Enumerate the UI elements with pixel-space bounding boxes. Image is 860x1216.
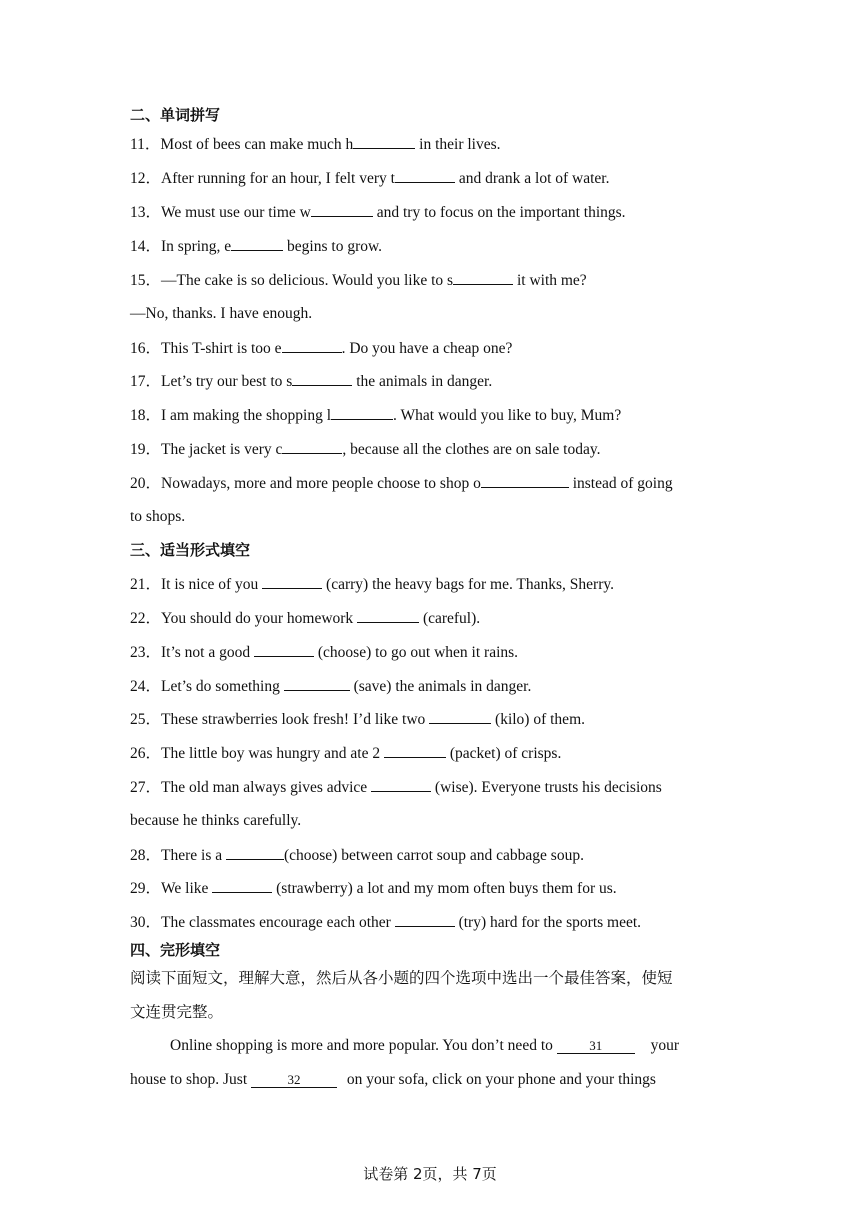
cloze-blank-32[interactable]: 32 <box>251 1073 337 1088</box>
question-23 <box>130 642 518 663</box>
question-text: 21．It is nice of you <box>130 576 263 593</box>
question-text: 24．Let’s do something <box>130 678 284 695</box>
answer-blank[interactable] <box>384 743 446 758</box>
question-30 <box>130 912 641 933</box>
question-27-continued: because he thinks carefully. <box>130 812 302 829</box>
section-title-spelling: 二、单词拼写 <box>130 106 221 124</box>
question-20 <box>130 473 673 494</box>
question-12 <box>130 168 609 189</box>
section-title-cloze: 四、完形填空 <box>130 941 221 959</box>
question-text: 30．The classmates encourage each other <box>130 914 395 931</box>
question-29 <box>130 878 617 899</box>
question-text: (strawberry) a lot and my mom often buys them for us. <box>272 880 617 897</box>
cloze-passage-line-2 <box>130 1070 656 1090</box>
question-text: instead of going <box>568 475 673 492</box>
question-text: and drank a lot of water. <box>454 170 610 187</box>
question-text: (packet) of crisps. <box>445 745 562 762</box>
cloze-instruction: 阅读下面短文，理解大意，然后从各小题的四个选项中选出一个最佳答案，使短 <box>130 969 673 987</box>
question-text: . Do you have a cheap one? <box>341 340 513 357</box>
question-text: 12．After running for an hour, I felt very t <box>130 170 395 187</box>
passage-text: on your sofa, click on your phone and your things <box>343 1071 656 1088</box>
question-text: 16．This T-shirt is too e <box>130 340 282 357</box>
question-text: 14．In spring, e <box>130 238 232 255</box>
question-15-reply: —No, thanks. I have enough. <box>130 305 313 322</box>
section-title-word-forms: 三、适当形式填空 <box>130 541 251 559</box>
cloze-blank-31[interactable]: 31 <box>557 1039 635 1054</box>
question-text: 22．You should do your homework <box>130 610 358 627</box>
question-text: (carry) the heavy bags for me. Thanks, Sherry. <box>322 576 614 593</box>
question-text: (try) hard for the sports meet. <box>454 914 642 931</box>
answer-blank[interactable] <box>353 134 415 149</box>
question-text: in their lives. <box>415 136 501 153</box>
question-text: 26．The little boy was hungry and ate 2 <box>130 745 384 762</box>
question-22 <box>130 608 480 629</box>
question-text: 19．The jacket is very c <box>130 441 283 458</box>
passage-text: house to shop. Just <box>130 1071 251 1088</box>
question-text: and try to focus on the important things. <box>372 204 626 221</box>
answer-blank[interactable] <box>395 168 455 183</box>
question-text: 27．The old man always gives advice <box>130 779 372 796</box>
answer-blank[interactable] <box>292 371 352 386</box>
question-28 <box>130 845 584 866</box>
question-text: 29．We like <box>130 880 213 897</box>
question-13 <box>130 202 626 223</box>
question-21 <box>130 574 614 595</box>
question-text: (choose) between carrot soup and cabbage soup. <box>283 847 584 864</box>
question-16 <box>130 338 512 359</box>
answer-blank[interactable] <box>231 236 283 251</box>
answer-blank[interactable] <box>254 642 314 657</box>
answer-blank[interactable] <box>453 270 513 285</box>
question-26 <box>130 743 561 764</box>
question-text: 23．It’s not a good <box>130 644 254 661</box>
question-20-continued: to shops. <box>130 508 186 525</box>
answer-blank[interactable] <box>311 202 373 217</box>
answer-blank[interactable] <box>282 439 342 454</box>
question-text: 13．We must use our time w <box>130 204 311 221</box>
question-11 <box>130 134 501 155</box>
question-text: (save) the animals in danger. <box>349 678 532 695</box>
question-text: 17．Let’s try our best to s <box>130 373 293 390</box>
answer-blank[interactable] <box>371 777 431 792</box>
cloze-instruction-continued: 文连贯完整。 <box>130 1003 224 1021</box>
question-text: 25．These strawberries look fresh! I’d like two <box>130 711 430 728</box>
page-footer: 试卷第 2页，共 7页 <box>363 1165 497 1183</box>
question-text: (choose) to go out when it rains. <box>314 644 519 661</box>
question-text: it with me? <box>513 272 587 289</box>
question-24 <box>130 676 531 697</box>
answer-blank[interactable] <box>395 912 455 927</box>
question-text: (wise). Everyone trusts his decisions <box>431 779 662 796</box>
question-text: the animals in danger. <box>352 373 493 390</box>
passage-text: Online shopping is more and more popular. You don’t need to <box>170 1037 557 1054</box>
answer-blank[interactable] <box>481 473 569 488</box>
question-text: 28．There is a <box>130 847 226 864</box>
question-text: (kilo) of them. <box>491 711 585 728</box>
question-25 <box>130 709 585 730</box>
answer-blank[interactable] <box>357 608 419 623</box>
question-text: (careful). <box>419 610 481 627</box>
question-text: 15．—The cake is so delicious. Would you like to s <box>130 272 454 289</box>
question-27 <box>130 777 662 798</box>
question-text: 20．Nowadays, more and more people choose to shop o <box>130 475 481 492</box>
question-18 <box>130 405 621 426</box>
question-14 <box>130 236 382 257</box>
answer-blank[interactable] <box>429 709 491 724</box>
question-text: , because all the clothes are on sale today. <box>342 441 601 458</box>
question-17 <box>130 371 492 392</box>
answer-blank[interactable] <box>226 845 284 860</box>
question-15 <box>130 270 587 291</box>
question-text: begins to grow. <box>283 238 383 255</box>
question-text: 18．I am making the shopping l <box>130 407 332 424</box>
answer-blank[interactable] <box>331 405 393 420</box>
passage-text: your <box>646 1037 680 1054</box>
cloze-passage-line-1 <box>170 1036 679 1056</box>
answer-blank[interactable] <box>212 878 272 893</box>
question-text: . What would you like to buy, Mum? <box>393 407 622 424</box>
answer-blank[interactable] <box>282 338 342 353</box>
answer-blank[interactable] <box>262 574 322 589</box>
question-19 <box>130 439 600 460</box>
question-text: 11．Most of bees can make much h <box>130 136 354 153</box>
answer-blank[interactable] <box>284 676 350 691</box>
